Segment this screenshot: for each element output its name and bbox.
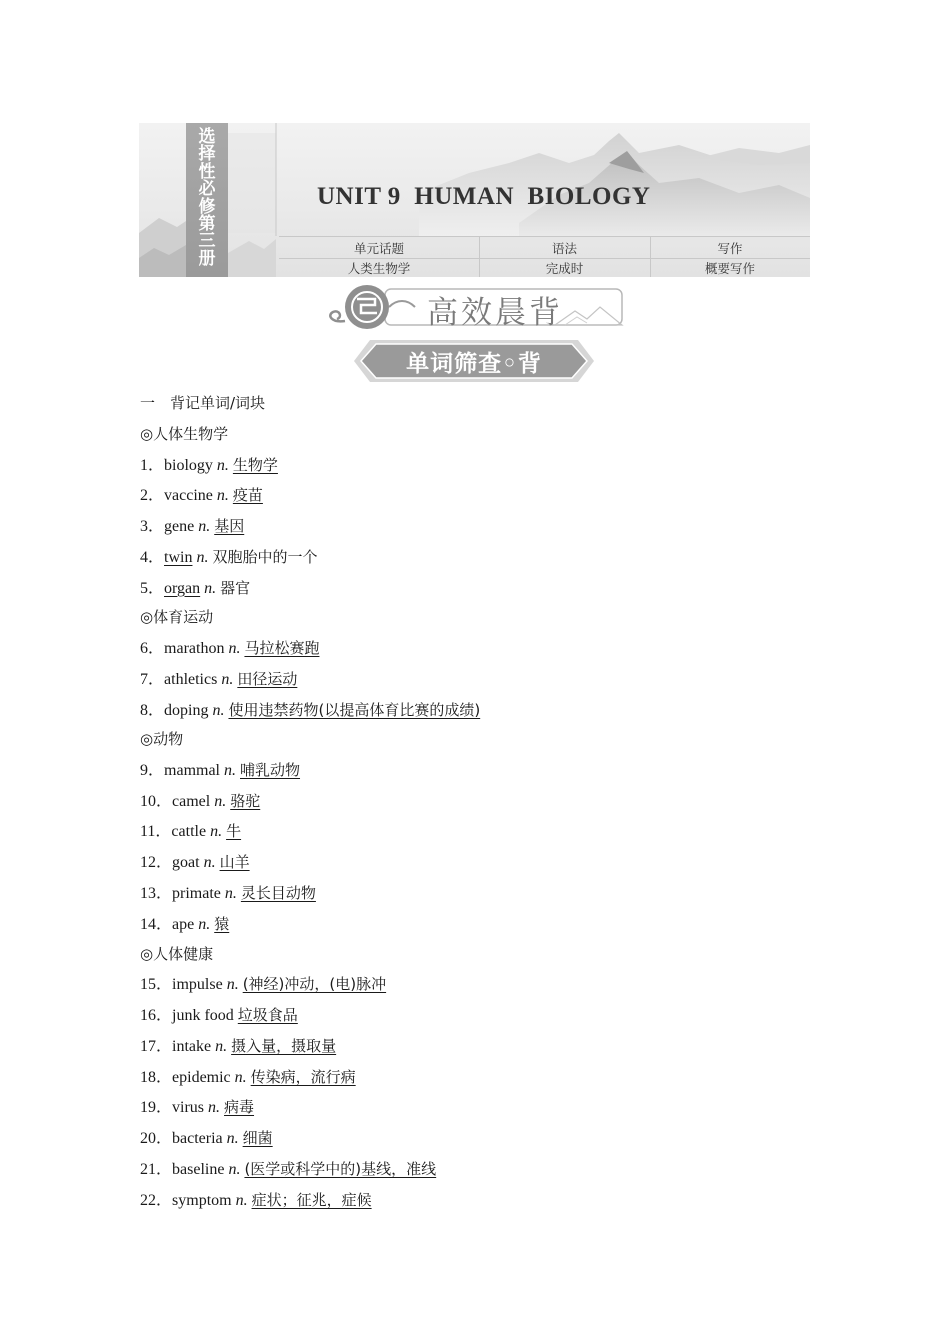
entry-part-of-speech: n. xyxy=(224,761,236,779)
entry-number: 8． xyxy=(140,701,165,719)
vocab-entry xyxy=(140,1154,820,1185)
vocab-entry xyxy=(140,969,820,1000)
entry-part-of-speech: n. xyxy=(234,1068,247,1086)
vocab-entry xyxy=(140,573,820,604)
vocab-entry xyxy=(140,1123,820,1154)
entry-meaning: 灵长目动物 xyxy=(240,884,316,903)
entry-word: epidemic xyxy=(172,1068,231,1086)
entry-part-of-speech: n. xyxy=(228,639,241,657)
vocab-entry xyxy=(140,878,820,909)
entry-number: 7． xyxy=(140,670,165,688)
info-header: 单元话题 xyxy=(353,241,404,256)
vocab-entry xyxy=(140,695,820,726)
entry-word: biology xyxy=(164,456,213,474)
vocab-entry xyxy=(140,664,820,695)
vocab-entry xyxy=(140,450,820,481)
entry-meaning: 疫苗 xyxy=(232,486,263,505)
entry-meaning: (神经)冲动，(电)脉冲 xyxy=(242,975,387,994)
entry-number: 16． xyxy=(140,1006,173,1024)
entry-word: twin xyxy=(164,548,193,566)
vocab-entry xyxy=(140,847,820,878)
entry-number: 4． xyxy=(140,548,165,566)
entry-part-of-speech: n. xyxy=(196,548,209,566)
vocab-entry xyxy=(140,511,820,542)
entry-word: bacteria xyxy=(172,1130,223,1148)
entry-word: doping xyxy=(164,701,209,719)
info-header: 写作 xyxy=(717,241,743,256)
entry-word: primate xyxy=(172,885,221,903)
entry-number: 22． xyxy=(140,1191,173,1209)
entry-number: 3． xyxy=(140,518,165,536)
entry-meaning: 哺乳动物 xyxy=(240,760,301,779)
entry-meaning: (医学或科学中的)基线，准线 xyxy=(244,1159,437,1178)
entry-number: 9． xyxy=(140,761,165,779)
entry-meaning: 基因 xyxy=(214,517,245,536)
entry-meaning: 垃圾食品 xyxy=(237,1005,298,1024)
entry-word: vaccine xyxy=(164,487,213,505)
entry-meaning: 摄入量，摄取量 xyxy=(231,1036,337,1055)
entry-number: 18． xyxy=(140,1068,173,1086)
entry-meaning: 传染病，流行病 xyxy=(250,1067,356,1086)
unit-banner xyxy=(139,123,810,277)
info-value: 人类生物学 xyxy=(279,258,479,277)
vocabulary-list xyxy=(140,390,820,1216)
entry-part-of-speech: n. xyxy=(228,1160,241,1178)
entry-meaning: 马拉松赛跑 xyxy=(244,638,320,657)
info-column-writing xyxy=(650,237,810,277)
vocab-entry xyxy=(140,633,820,664)
entry-word: mammal xyxy=(164,761,220,779)
entry-part-of-speech: n. xyxy=(235,1191,248,1209)
entry-part-of-speech: n. xyxy=(216,456,229,474)
vocab-entry xyxy=(140,1092,820,1123)
vocab-entry xyxy=(140,786,820,817)
entry-meaning: 症状；征兆，症候 xyxy=(251,1190,372,1209)
entry-meaning: 山羊 xyxy=(219,853,250,872)
category-heading: ◎体育运动 xyxy=(140,608,214,627)
entry-meaning: 牛 xyxy=(226,822,242,841)
entry-part-of-speech: n. xyxy=(214,792,227,810)
section-title: 高效晨背 xyxy=(427,295,563,331)
category-heading: ◎人体生物学 xyxy=(140,425,229,443)
entry-number: 21． xyxy=(140,1160,173,1178)
category-heading: ◎人体健康 xyxy=(140,944,214,963)
entry-word: junk food xyxy=(172,1006,234,1024)
entry-word: intake xyxy=(172,1037,212,1055)
entry-number: 13． xyxy=(140,885,173,903)
section-heading xyxy=(325,285,625,333)
entry-word: cattle xyxy=(171,823,207,841)
entry-word: symptom xyxy=(172,1191,232,1209)
entry-number: 17． xyxy=(140,1037,173,1055)
entry-part-of-speech: n. xyxy=(221,670,234,688)
entry-meaning: 器官 xyxy=(220,578,251,597)
entry-word: gene xyxy=(164,518,195,536)
unit-info-table xyxy=(279,236,810,277)
entry-word: marathon xyxy=(164,639,225,657)
entry-part-of-speech: n. xyxy=(212,701,225,719)
info-header: 语法 xyxy=(551,241,577,256)
entry-meaning: 田径运动 xyxy=(237,669,298,688)
entry-meaning: 病毒 xyxy=(224,1098,255,1117)
entry-word: athletics xyxy=(164,670,218,688)
entry-word: ape xyxy=(172,915,195,933)
entry-word: organ xyxy=(164,579,201,597)
entry-part-of-speech: n. xyxy=(203,854,216,872)
entry-number: 10． xyxy=(140,792,173,810)
entry-part-of-speech: n. xyxy=(226,976,239,994)
vocab-entry xyxy=(140,1031,820,1062)
entry-number: 12． xyxy=(140,854,173,872)
entry-part-of-speech: n. xyxy=(224,885,237,903)
entry-part-of-speech: n. xyxy=(204,579,217,597)
vocab-entry xyxy=(140,480,820,511)
entry-part-of-speech: n. xyxy=(198,518,211,536)
entry-meaning: 猿 xyxy=(214,914,230,933)
entry-number: 2． xyxy=(140,487,165,505)
info-column-topic xyxy=(279,237,480,277)
entry-meaning: 使用违禁药物(以提高体育比赛的成绩) xyxy=(228,700,481,719)
entry-number: 14． xyxy=(140,915,173,933)
vocab-entry xyxy=(140,755,820,786)
info-value: 完成时 xyxy=(479,258,650,277)
vocab-entry xyxy=(140,542,820,573)
entry-word: goat xyxy=(172,854,200,872)
ribbon-title: 单词筛查◦背 xyxy=(406,351,542,377)
entry-number: 20． xyxy=(140,1130,173,1148)
vocab-entry xyxy=(140,816,820,847)
category-heading: ◎动物 xyxy=(140,730,184,749)
unit-title: UNIT 9 HUMAN BIOLOGY xyxy=(317,183,651,210)
entry-word: baseline xyxy=(172,1160,225,1178)
entry-part-of-speech: n. xyxy=(216,487,229,505)
entry-number: 19． xyxy=(140,1099,173,1117)
info-value: 概要写作 xyxy=(650,258,810,277)
entry-part-of-speech: n. xyxy=(208,1099,221,1117)
volume-tab xyxy=(186,123,228,277)
entry-number: 15． xyxy=(140,976,173,994)
entry-number: 1． xyxy=(140,456,165,474)
entry-word: camel xyxy=(172,792,211,810)
part-title: 一 背记单词/词块 xyxy=(140,394,266,412)
ribbon-heading xyxy=(352,338,596,384)
entry-number: 11． xyxy=(140,823,172,841)
vocab-entry xyxy=(140,1000,820,1031)
entry-word: virus xyxy=(172,1099,205,1117)
vocab-entry xyxy=(140,909,820,940)
entry-part-of-speech: n. xyxy=(215,1037,228,1055)
entry-part-of-speech: n. xyxy=(198,915,211,933)
entry-meaning: 骆驼 xyxy=(230,791,261,810)
info-column-grammar xyxy=(479,237,651,277)
entry-number: 5． xyxy=(140,579,165,597)
entry-meaning: 细菌 xyxy=(242,1129,273,1148)
vocab-entry xyxy=(140,1185,820,1216)
entry-number: 6． xyxy=(140,639,165,657)
entry-part-of-speech: n. xyxy=(226,1130,239,1148)
volume-label: 选 择 性 必 修 第 三 册 xyxy=(198,127,216,269)
vocab-entry xyxy=(140,1062,820,1093)
entry-part-of-speech: n. xyxy=(210,823,223,841)
entry-meaning: 生物学 xyxy=(232,455,278,474)
entry-word: impulse xyxy=(172,976,223,994)
entry-meaning: 双胞胎中的一个 xyxy=(212,547,318,566)
